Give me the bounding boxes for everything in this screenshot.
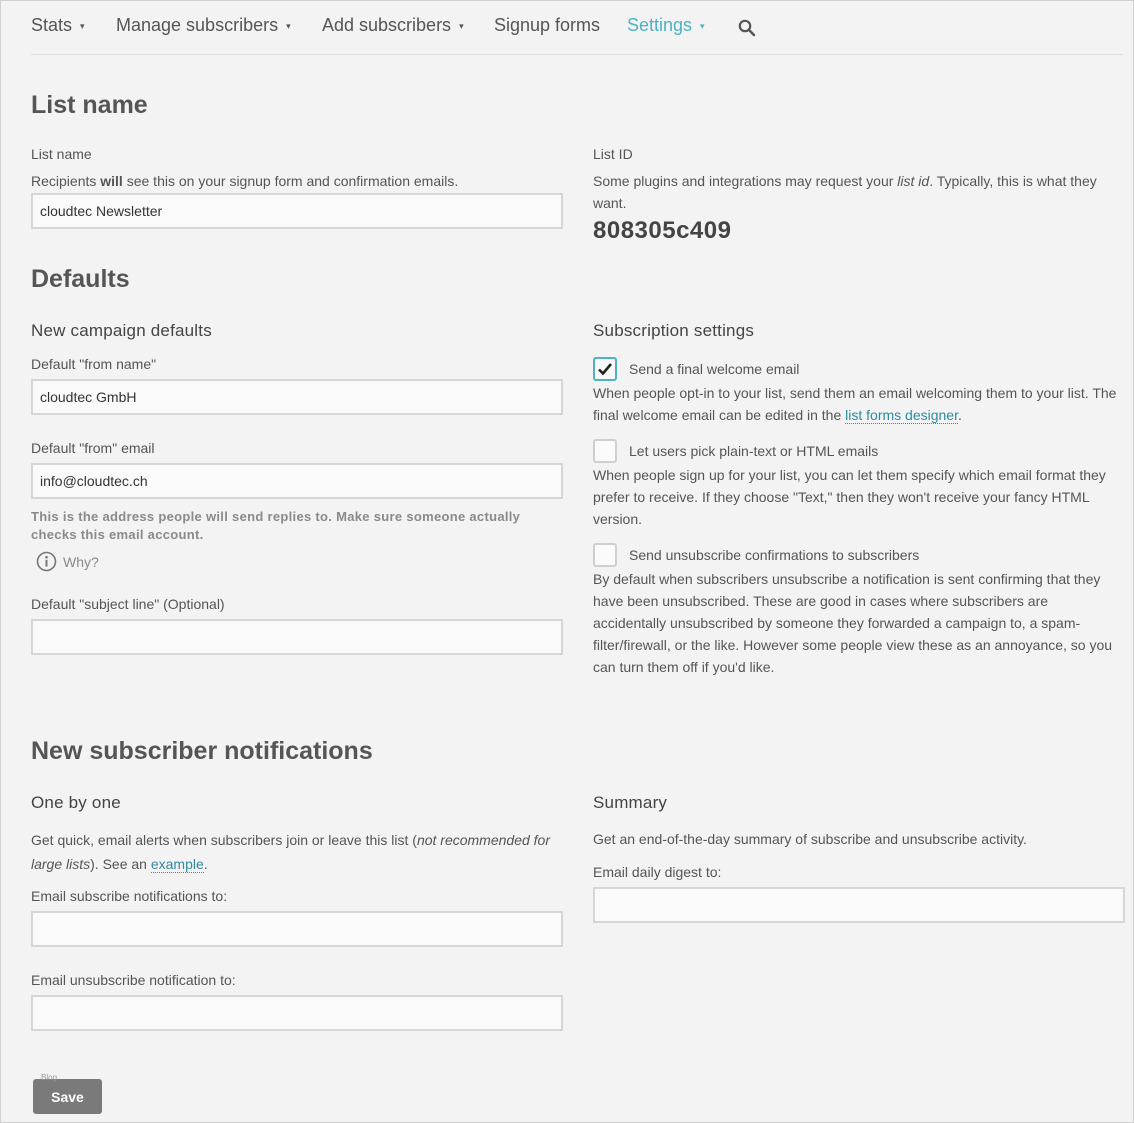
- nav-manage-subscribers-label: Manage subscribers: [116, 15, 279, 35]
- one-by-one-description: [31, 828, 561, 876]
- campaign-defaults-heading: New campaign defaults: [31, 321, 212, 340]
- from-email-hint: This is the address people will send replies to. Make sure someone actually checks this email account.: [31, 509, 521, 542]
- nav-add-subscribers[interactable]: [322, 15, 464, 36]
- list-id-label: List ID: [593, 146, 633, 162]
- one-by-one-desc-em: not recommended for large lists: [31, 832, 551, 872]
- chevron-down-icon: ▾: [286, 21, 291, 31]
- plaintext-html-label: Let users pick plain-text or HTML emails: [629, 443, 879, 459]
- nav-signup-forms-label: Signup forms: [494, 15, 601, 35]
- daily-digest-label: Email daily digest to:: [593, 864, 722, 880]
- nav-settings-label: Settings: [627, 15, 693, 35]
- nav-signup-forms[interactable]: [494, 15, 600, 36]
- subject-label: Default "subject line" (Optional): [31, 596, 225, 612]
- subscribe-notify-label: Email subscribe notifications to:: [31, 888, 228, 904]
- chevron-down-icon: ▾: [700, 21, 705, 31]
- notifications-heading: New subscriber notifications: [31, 737, 373, 765]
- from-name-input[interactable]: [31, 379, 563, 415]
- summary-description: Get an end-of-the-day summary of subscribe and unsubscribe activity.: [593, 831, 1027, 847]
- from-email-label: Default "from" email: [31, 440, 155, 456]
- list-name-input[interactable]: [31, 193, 563, 229]
- nav-add-subscribers-label: Add subscribers: [322, 15, 452, 35]
- welcome-email-checkbox[interactable]: [593, 357, 617, 381]
- one-by-one-desc-post: .: [203, 856, 208, 872]
- from-name-label: Default "from name": [31, 356, 157, 372]
- unsubscribe-confirm-label: Send unsubscribe confirmations to subscribers: [629, 547, 920, 563]
- search-icon[interactable]: [738, 19, 756, 37]
- save-button[interactable]: Save: [33, 1079, 102, 1114]
- list-name-label: List name: [31, 146, 92, 162]
- one-by-one-desc-pre: Get quick, email alerts when subscribers join or leave this list (: [31, 832, 417, 848]
- subscription-settings-heading: Subscription settings: [593, 321, 755, 340]
- why-link[interactable]: [36, 551, 99, 572]
- one-by-one-desc-mid: ). See an: [90, 856, 151, 872]
- welcome-desc-post: .: [957, 407, 962, 423]
- unsubscribe-notify-input[interactable]: [31, 995, 563, 1031]
- top-nav: [31, 1, 1123, 55]
- list-id-desc-pre: Some plugins and integrations may request your: [593, 173, 898, 189]
- nav-settings[interactable]: [627, 15, 705, 36]
- daily-digest-input[interactable]: [593, 887, 1125, 923]
- example-link[interactable]: example: [150, 856, 204, 872]
- chevron-down-icon: ▾: [459, 21, 464, 31]
- list-id-desc-em: list id: [897, 173, 930, 189]
- plaintext-html-checkbox[interactable]: [593, 439, 617, 463]
- list-id-desc-post: . Typically, this is what they want.: [593, 173, 1097, 211]
- list-id-value: 808305c409: [593, 217, 732, 244]
- subscribe-notify-input[interactable]: [31, 911, 563, 947]
- list-name-heading: List name: [31, 91, 148, 119]
- welcome-email-label: Send a final welcome email: [629, 361, 800, 377]
- tiny-overlay-text: Blog: [41, 1073, 58, 1082]
- summary-heading: Summary: [593, 793, 668, 812]
- welcome-desc-pre: When people opt-in to your list, send them an email welcoming them to your list. The final welcome email can be edited in the: [593, 385, 1117, 423]
- list-name-desc-bold: will: [100, 173, 123, 189]
- list-name-desc-pre: Recipients: [31, 173, 101, 189]
- unsubscribe-notify-label: Email unsubscribe notification to:: [31, 972, 236, 988]
- subject-input[interactable]: [31, 619, 563, 655]
- chevron-down-icon: ▾: [80, 21, 85, 31]
- unsubscribe-confirm-description: By default when subscribers unsubscribe a notification is sent confirming that they have been unsubscribed. These are good in cases where subscribers are accidentally unsubscribed by someone they forwarded a campaign to, a spam-filter/firewall, or the like. However some people view these as an annoyance, so you can turn them off if you'd like.: [593, 571, 1113, 675]
- nav-stats[interactable]: [31, 15, 85, 36]
- list-forms-designer-link[interactable]: list forms designer: [845, 407, 958, 423]
- one-by-one-heading: One by one: [31, 793, 121, 812]
- list-id-description: [593, 170, 1125, 214]
- checkmark-icon: [597, 361, 613, 377]
- plaintext-html-description: When people sign up for your list, you can let them specify which email format they prefer to receive. If they choose "Text," then they won't receive your fancy HTML version.: [593, 467, 1106, 527]
- why-label: Why?: [63, 553, 99, 570]
- unsubscribe-confirm-checkbox[interactable]: [593, 543, 617, 567]
- nav-manage-subscribers[interactable]: [116, 15, 291, 36]
- from-email-input[interactable]: [31, 463, 563, 499]
- info-icon: [36, 551, 57, 572]
- nav-stats-label: Stats: [31, 15, 73, 35]
- list-name-desc-post: see this on your signup form and confirmation emails.: [122, 173, 459, 189]
- list-name-description: [31, 173, 458, 189]
- welcome-email-description: [593, 382, 1123, 426]
- defaults-heading: Defaults: [31, 265, 130, 293]
